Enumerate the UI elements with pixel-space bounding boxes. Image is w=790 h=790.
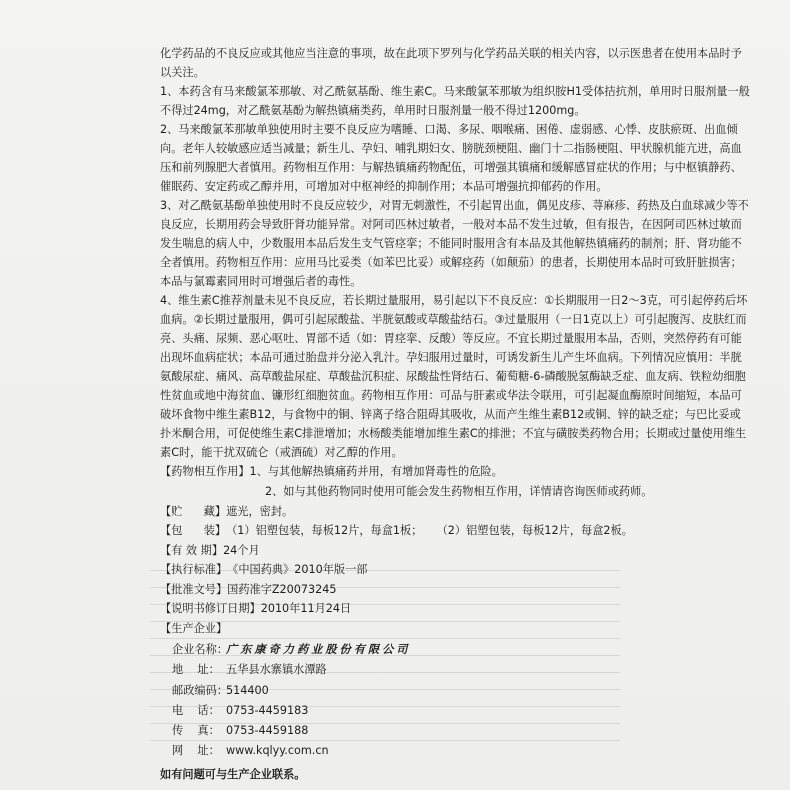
manufacturer-section bbox=[160, 619, 750, 639]
revision-value: 2010年11月24日 bbox=[260, 602, 352, 615]
interaction-label: 【药物相互作用】 bbox=[160, 465, 250, 478]
company-tel-row bbox=[160, 701, 750, 721]
standard-section bbox=[160, 560, 750, 580]
validity-section bbox=[160, 541, 750, 561]
manufacturer-label: 【生产企业】 bbox=[160, 621, 228, 635]
company-zip-key: 邮政编码： bbox=[172, 683, 228, 697]
validity-label: 【有 效 期】 bbox=[160, 543, 224, 557]
paragraph-3: 3、对乙酰氨基酚单独使用时不良反应较少，对胃无刺激性，不引起胃出血，偶见皮疹、荨麻疹、药热及白血球减少等不良反应，长期用药会导致肝肾功能异常。对阿司匹林过敏者，一般对本品不发生过敏，但有报告，在因阿司匹林过敏而发生喘息的病人中，少数服用本品后发生支气管痉挛；不能同时服用含有本品及其他解热镇痛药的制剂；肝、肾功能不全者慎用。药物相互作用：应用马比妥类（如苯巴比妥）或解痉药（如颠茄）的患者，长期使用本品时可致肝脏损害；本品与氯霉素同用时可增强后者的毒性。 bbox=[160, 199, 749, 288]
company-address-row bbox=[160, 660, 750, 680]
storage-section bbox=[160, 502, 750, 522]
company-zip-row bbox=[160, 681, 750, 701]
company-name: 广东康奇力药业股份有限公司 bbox=[226, 643, 411, 656]
interaction-line-2: 2、如与其他药物同时使用可能会发生药物相互作用，详情请咨询医师或药师。 bbox=[265, 484, 653, 498]
package-value: （1）铝塑包装，每板12片，每盒1板； （2）铝塑包装，每板12片，每盒2板。 bbox=[226, 524, 633, 537]
company-web-row bbox=[160, 741, 750, 761]
paragraph-4: 4、维生素C推荐剂量未见不良反应，若长期过量服用，易引起以下不良反应：①长期服用一日2～3克，可引起停药后坏血病。②长期过量服用，偶可引起尿酸盐、半胱氨酸或草酸盐结石。③过量服用（一日1克以上）可引起腹泻、皮肤红而亮、头痛、尿频、恶心呕吐、胃部不适（如：胃痉挛、反酸）等反应。不宜长期过量服用本品，否则，突然停药有可能出现坏血病症状；本品可通过胎盘并分泌入乳汁。孕妇服用过量时，可诱发新生儿产生坏血病。下列情况应慎用：半胱氨酸尿症、痛风、高草酸盐尿症、草酸盐沉积症、尿酸盐性肾结石、葡萄糖-6-磷酸脱氢酶缺乏症、血友病、铁粒幼细胞性贫血或地中海贫血、镰形红细胞贫血。药物相互作用：可品与肝素或华法令联用，可引起凝血酶原时间缩短，本品可破坏食物中维生素B12，与食物中的铜、锌离子络合阻碍其吸收，从而产生维生素B12或铜、锌的缺乏症；与巴比妥或扑米酮合用，可促使维生素C排泄增加；水杨酸类能增加维生素C的排泄；不宜与磺胺类药物合用；长期或过量使用维生素C时，能干扰双硫仑（戒酒硫）对乙醇的作用。 bbox=[160, 294, 748, 459]
company-info bbox=[160, 640, 750, 762]
company-name-row bbox=[160, 640, 750, 660]
paragraph-2: 2、马来酸氯苯那敏单独使用时主要不良反应为嗜睡、口渴、多尿、咽喉痛、困倦、虚弱感、心悸、皮肤瘀斑、出血倾向。老年人较敏感应适当减量；新生儿、孕妇、哺乳期妇女、膀胱颈梗阻、幽门十二指肠梗阻、甲状腺机能亢进，高血压和前列腺肥大者慎用。药物相互作用：与解热镇痛药物配伍，可增强其镇痛和缓解感冒症状的作用；与中枢镇静药、催眠药、安定药或乙醇并用，可增加对中枢神经的抑制作用；本品可增强抗抑郁药的作用。 bbox=[160, 123, 742, 193]
company-fax-key: 传 真： bbox=[172, 724, 220, 738]
approval-section bbox=[160, 580, 750, 600]
standard-value: 《中国药典》2010年版一部 bbox=[227, 563, 368, 576]
company-address: 五华县水寨镇水潭路 bbox=[226, 663, 327, 677]
company-web-key: 网 址： bbox=[172, 744, 220, 758]
interaction-section bbox=[160, 462, 750, 482]
company-tel-key: 电 话： bbox=[172, 703, 220, 717]
contact-note: 如有问题可与生产企业联系。 bbox=[160, 767, 306, 781]
paragraph-1: 1、本药含有马来酸氯苯那敏、对乙酰氨基酚、维生素C。马来酸氯苯那敏为组织胺H1受体拮抗剂，单用时日服剂量一般不得过24mg，对乙酰氨基酚为解热镇痛类药，单用时日服剂量一般不得过1200mg。 bbox=[160, 85, 750, 117]
company-address-key: 地 址： bbox=[172, 663, 220, 677]
company-web: www.kqlyy.com.cn bbox=[226, 744, 329, 758]
company-zip: 514400 bbox=[226, 683, 269, 697]
company-fax-row bbox=[160, 721, 750, 741]
company-name-key: 企业名称： bbox=[172, 643, 228, 656]
storage-label: 【贮 藏】 bbox=[160, 504, 227, 518]
approval-label: 【批准文号】 bbox=[160, 582, 228, 596]
validity-value: 24个月 bbox=[223, 543, 260, 557]
storage-value: 遮光，密封。 bbox=[226, 504, 294, 518]
company-tel: 0753-4459183 bbox=[226, 703, 309, 717]
interaction-line-1: 1、与其他解热镇痛药并用，有增加肾毒性的危险。 bbox=[249, 465, 503, 478]
package-label: 【包 装】 bbox=[160, 524, 227, 537]
package-section bbox=[160, 521, 750, 541]
revision-section bbox=[160, 599, 750, 619]
intro-text: 化学药品的不良反应或其他应当注意的事项，故在此项下罗列与化学药品关联的相关内容，以示医患者在使用本品时予以关注。 bbox=[160, 47, 742, 79]
revision-label: 【说明书修订日期】 bbox=[160, 602, 261, 615]
company-fax: 0753-4459188 bbox=[226, 724, 309, 738]
standard-label: 【执行标准】 bbox=[160, 563, 228, 576]
approval-value: 国药准字Z20073245 bbox=[227, 582, 337, 596]
